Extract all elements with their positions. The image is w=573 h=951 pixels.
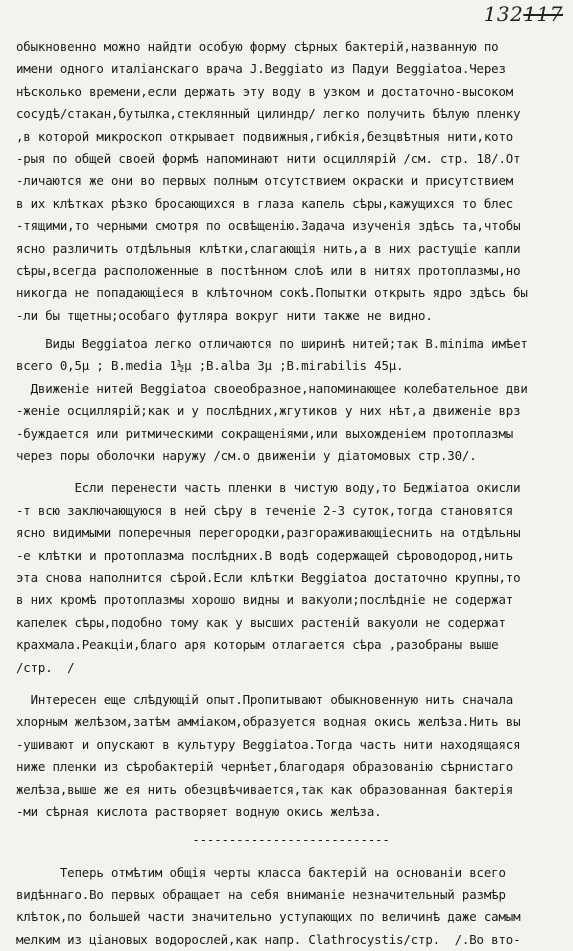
text-line: в них кромѣ протоплазмы хорошо видны и вакуоли;послѣдніе не содержат <box>16 592 514 608</box>
text-line: /стр. / <box>16 659 75 675</box>
text-line: всего 0,5μ ; B.media 1½μ ;B.alba 3μ ;B.mirabilis 45μ. <box>16 358 404 374</box>
text-line: -ушивают и опускают в культуру Beggiatoa.Тогда часть нити находящаяся <box>16 736 521 752</box>
text-line: эта снова наполнится сѣрой.Если клѣтки Beggiatoa достаточно крупны,то <box>16 569 521 585</box>
text-line: капелек сѣры,подобно тому как у высших растеній вакуоли не содержат <box>16 614 506 630</box>
text-line: -ми сѣрная кислота растворяет водную окись желѣза. <box>16 803 382 819</box>
text-line: -личаются же они во первых полным отсутствием окраски и присутствием <box>16 173 514 189</box>
text-line: -буждается или ритмическими сокращеніями,или выхожденіем протоплазмы <box>16 425 514 441</box>
text-line: через поры оболочки наружу /см.о движеніи у діатомовых стр.30/. <box>16 448 477 464</box>
text-line: в их клѣтках рѣзко бросающихся в глаза капель сѣры,кажущихся то блес <box>16 195 514 211</box>
text-line: сѣры,всегда расположенные в постѣнном слоѣ или в нитях протоплазмы,но <box>16 262 521 278</box>
text-line: Движеніе нитей Beggiatoa своеобразное,напоминающее колебательное дви <box>16 380 528 396</box>
text-line: мелким из ціановых водорослей,как напр. Clathrocystis/стр. /.Во вто- <box>16 931 521 947</box>
paragraph-beggiatoa-intro <box>16 36 566 327</box>
paragraph-general-features <box>16 862 566 951</box>
text-line: -рыя по общей своей формѣ напоминают нити осциллярій /см. стр. 18/.От <box>16 150 521 166</box>
text-line: хлорным желѣзом,затѣм аммiаком,образуется водная окись желѣза.Нить вы <box>16 714 521 730</box>
text-line: -женіе осциллярій;как и у послѣдних,жгутиков у них нѣт,а движеніе врз <box>16 403 521 419</box>
text-line: имени одного италіанскаго врача J.Beggiato из Падуи Beggiatoa.Через <box>16 61 506 77</box>
document-body <box>16 36 566 951</box>
text-line: Если перенести часть пленки в чистую воду,то Беджіатоа окисли <box>16 480 521 496</box>
text-line: Интересен еще слѣдующій опыт.Пропитывают обыкновенную нить сначала <box>16 691 514 707</box>
paragraph-sulfur-oxidation <box>16 477 566 679</box>
text-line: -ли бы тщетны;особаго футляра вокруг нити также не видно. <box>16 307 433 323</box>
text-line: обыкновенно можно найдти особую форму сѣрных бактерій,названную по <box>16 39 499 54</box>
page-number-old: 117 <box>523 2 563 26</box>
text-line: ясно видимыми поперечныя перегородки,разгораживающіеснить на отдѣльны <box>16 525 521 541</box>
paragraph-iron-experiment <box>16 689 566 823</box>
text-line: Виды Beggiatoa легко отличаются по ширинѣ нитей;так B.minima имѣет <box>16 336 528 352</box>
text-line: крахмала.Реакціи,благо аря которым отлагается сѣра ,разобраны выше <box>16 637 499 653</box>
text-line: ,в которой микроскоп открывает подвижныя,гибкія,безцвѣтныя нити,кото <box>16 128 514 144</box>
page-number <box>484 2 563 26</box>
section-separator: --------------------------- <box>192 832 390 848</box>
text-line: -т всю заключающуюся в ней сѣру в теченіе 2-3 суток,тогда становятся <box>16 502 514 518</box>
paragraph-species-widths <box>16 333 566 467</box>
text-line: -е клѣтки и протоплазма послѣдних.В водѣ содержащей сѣроводород,нить <box>16 547 514 563</box>
text-line: -тящими,то черными смотря по освѣщенію.Задача изученія здѣсь та,чтобы <box>16 218 521 234</box>
text-line: видѣннаго.Во первых обращает на себя вниманіе незначительный размѣр <box>16 887 506 903</box>
text-line: ниже пленки из сѣробактерій чернѣет,благодаря образованію сѣрнистаго <box>16 759 514 775</box>
text-line: Теперь отмѣтим общія черты класса бактерій на основаніи всего <box>16 864 506 880</box>
text-line: сосудѣ/стакан,бутылка,стеклянный цилиндр/ легко получить бѣлую пленку <box>16 106 521 122</box>
text-line: никогда не попадающіеся в клѣточном сокѣ.Попытки открыть ядро здѣсь бы <box>16 285 528 301</box>
text-line: ясно различить отдѣльныя клѣтки,слагающія нить,а в них растущіе капли <box>16 240 521 256</box>
text-line: клѣток,по большей части значительно уступающих по величинѣ даже самым <box>16 909 521 925</box>
text-line: нѣсколько времени,если держать эту воду в узком и достаточно-высоком <box>16 83 514 99</box>
text-line: желѣза,выше же ея нить обезцвѣчивается,так как образованная бактерія <box>16 781 514 797</box>
page-number-new: 132 <box>483 2 524 26</box>
